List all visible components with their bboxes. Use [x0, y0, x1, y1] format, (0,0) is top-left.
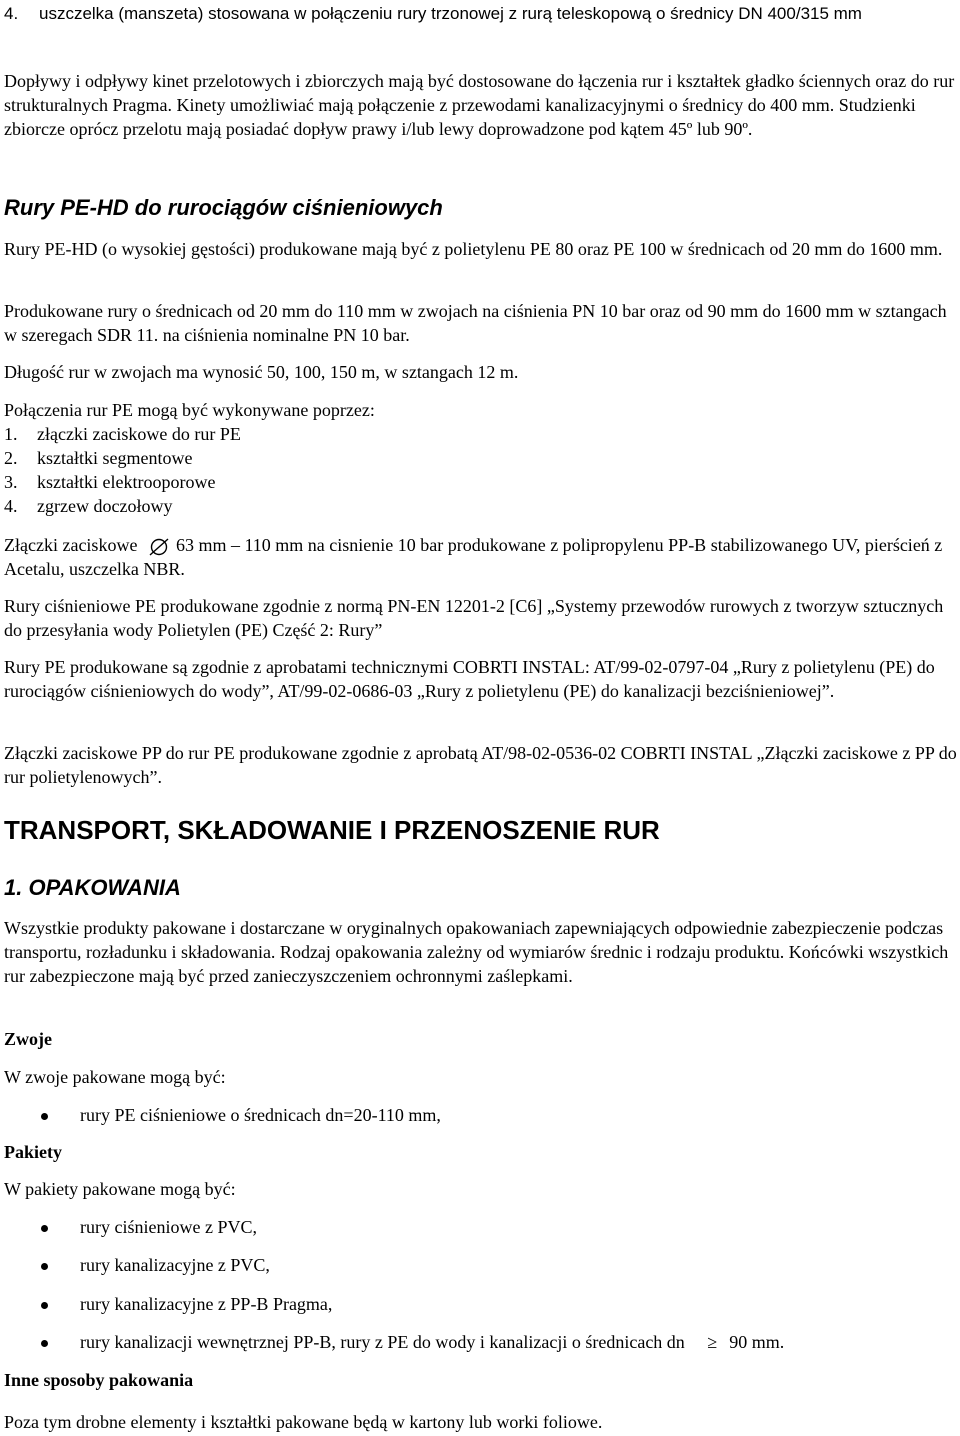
paragraph-produkowane-rury: Produkowane rury o średnicach od 20 mm do 110 mm w zwojach na ciśnienia PN 10 bar oraz od 90 mm do 1600 mm w sztangach w szeregach SDR 11. na ciśnienia nominalne PN 10 bar.	[4, 301, 947, 345]
paragraph-wszystkie-produkty: Wszystkie produkty pakowane i dostarczane w oryginalnych opakowaniach zapewniających odpowiednie zabezpieczenie podczas transportu, rozładunku i składowania. Rodzaj opakowania zależny od wymiarów średnic i rodzaju produktu. Końcówki wszystkich rur zabezpieczone mają być przed zanieczyszczeniem ochronnymi zaślepkami.	[4, 918, 949, 986]
bullet-text-b: 90 mm.	[729, 1332, 785, 1352]
bullet-item	[4, 1330, 944, 1354]
bullet-dot	[41, 1263, 48, 1270]
bullet-item	[4, 1103, 944, 1127]
paragraph-inne: Poza tym drobne elementy i kształtki pakowane będą w kartony lub worki foliowe.	[4, 1412, 603, 1432]
bullet-text: rury kanalizacyjne z PP-B Pragma,	[80, 1294, 333, 1314]
paragraph-pakiety: W pakiety pakowane mogą być:	[4, 1179, 236, 1199]
bullet-dot	[41, 1302, 48, 1309]
item-number: 2.	[4, 448, 18, 468]
subheading-zwoje: Zwoje	[4, 1029, 52, 1049]
numbered-item-3	[4, 470, 704, 494]
bullet-dot	[41, 1113, 48, 1120]
greater-equal-symbol: ≥	[707, 1332, 718, 1352]
bullet-text	[4, 1330, 944, 1354]
paragraph-zlaczki-pp: Złączki zaciskowe PP do rur PE produkowane zgodnie z aprobatą AT/98-02-0536-02 COBRTI INSTAL „Złączki zaciskowe z PP do rur polietylenowych”.	[4, 743, 957, 787]
paragraph-doplywy: Dopływy i odpływy kinet przelotowych i zbiorczych mają być dostosowane do łączenia rur i kształtek gładko ściennych oraz do rur strukturalnych Pragma. Kinety umożliwiać mają połączenie z przewodami kanalizacyjnymi o średnicy do 400 mm. Studzienki zbiorcze oprócz przelotu mają posiadać dopływ prawy i/lub lewy doprowadzone pod kątem 45º lub 90º.	[4, 71, 955, 139]
section-heading-transport: TRANSPORT, SKŁADOWANIE I PRZENOSZENIE RUR	[4, 815, 660, 845]
item-number: 1.	[4, 424, 18, 444]
zlaczki-spec: 63 mm – 110 mm na cisnienie 10 bar produkowane z polipropylenu PP-B stabilizowanego UV, pierścień z Acetalu, uszczelka NBR.	[4, 535, 943, 579]
paragraph-norma: Rury ciśnieniowe PE produkowane zgodnie z normą PN-EN 12201-2 [C6] „Systemy przewodów rurowych z tworzyw sztucznych do przesyłania wody Polietylen (PE) Część 2: Rury”	[4, 596, 944, 640]
item-number: 4.	[4, 496, 18, 516]
item-text: zgrzew doczołowy	[37, 496, 173, 516]
paragraph-rury-pe-hd: Rury PE-HD (o wysokiej gęstości) produkowane mają być z polietylenu PE 80 oraz PE 100 w średnicach od 20 mm do 1600 mm.	[4, 239, 943, 259]
item-text: kształtki segmentowe	[37, 448, 193, 468]
bullet-dot	[41, 1340, 48, 1347]
diameter-icon	[148, 538, 170, 556]
bullet-text-a: rury kanalizacji wewnętrznej PP-B, rury z PE do wody i kanalizacji o średnicach dn	[80, 1332, 685, 1352]
bullet-item	[4, 1253, 944, 1277]
bullet-item	[4, 1292, 944, 1316]
subheading-inne-sposoby: Inne sposoby pakowania	[4, 1370, 194, 1390]
item-text: złączki zaciskowe do rur PE	[37, 424, 241, 444]
numbered-item-1	[4, 422, 704, 446]
paragraph-dlugosc: Długość rur w zwojach ma wynosić 50, 100, 150 m, w sztangach 12 m.	[4, 362, 519, 382]
bullet-dot	[41, 1225, 48, 1232]
numbered-item-4	[4, 494, 704, 518]
bullet-item	[4, 1215, 944, 1239]
bullet-text: rury ciśnieniowe z PVC,	[80, 1217, 257, 1237]
section-heading-rury-pe-hd: Rury PE-HD do rurociągów ciśnieniowych	[4, 195, 443, 220]
bullet-text: rury kanalizacyjne z PVC,	[80, 1255, 270, 1275]
zlaczki-label: Złączki zaciskowe	[4, 535, 138, 555]
list-item-4	[4, 2, 944, 26]
list-item-text: uszczelka (manszeta) stosowana w połączeniu rury trzonowej z rurą teleskopową o średnicy DN 400/315 mm	[39, 4, 862, 23]
section-heading-opakowania: 1. OPAKOWANIA	[4, 875, 181, 900]
paragraph-aprobaty: Rury PE produkowane są zgodnie z aprobatami technicznymi COBRTI INSTAL: AT/99-02-0797-04 „Rury z polietylenu (PE) do rurociągów ciśnieniowych do wody”, AT/99-02-0686-03 „Rury z polietylenu (PE) do kanalizacji bezciśnieniowej”.	[4, 657, 935, 701]
paragraph-polaczenia: Połączenia rur PE mogą być wykonywane poprzez:	[4, 400, 375, 420]
subheading-pakiety: Pakiety	[4, 1142, 62, 1162]
list-number: 4.	[4, 4, 19, 23]
bullet-text: rury PE ciśnieniowe o średnicach dn=20-110 mm,	[80, 1105, 441, 1125]
paragraph-zlaczki-zaciskowe	[4, 533, 958, 581]
paragraph-zwoje: W zwoje pakowane mogą być:	[4, 1067, 226, 1087]
numbered-item-2	[4, 446, 704, 470]
item-text: kształtki elektrooporowe	[37, 472, 216, 492]
item-number: 3.	[4, 472, 18, 492]
